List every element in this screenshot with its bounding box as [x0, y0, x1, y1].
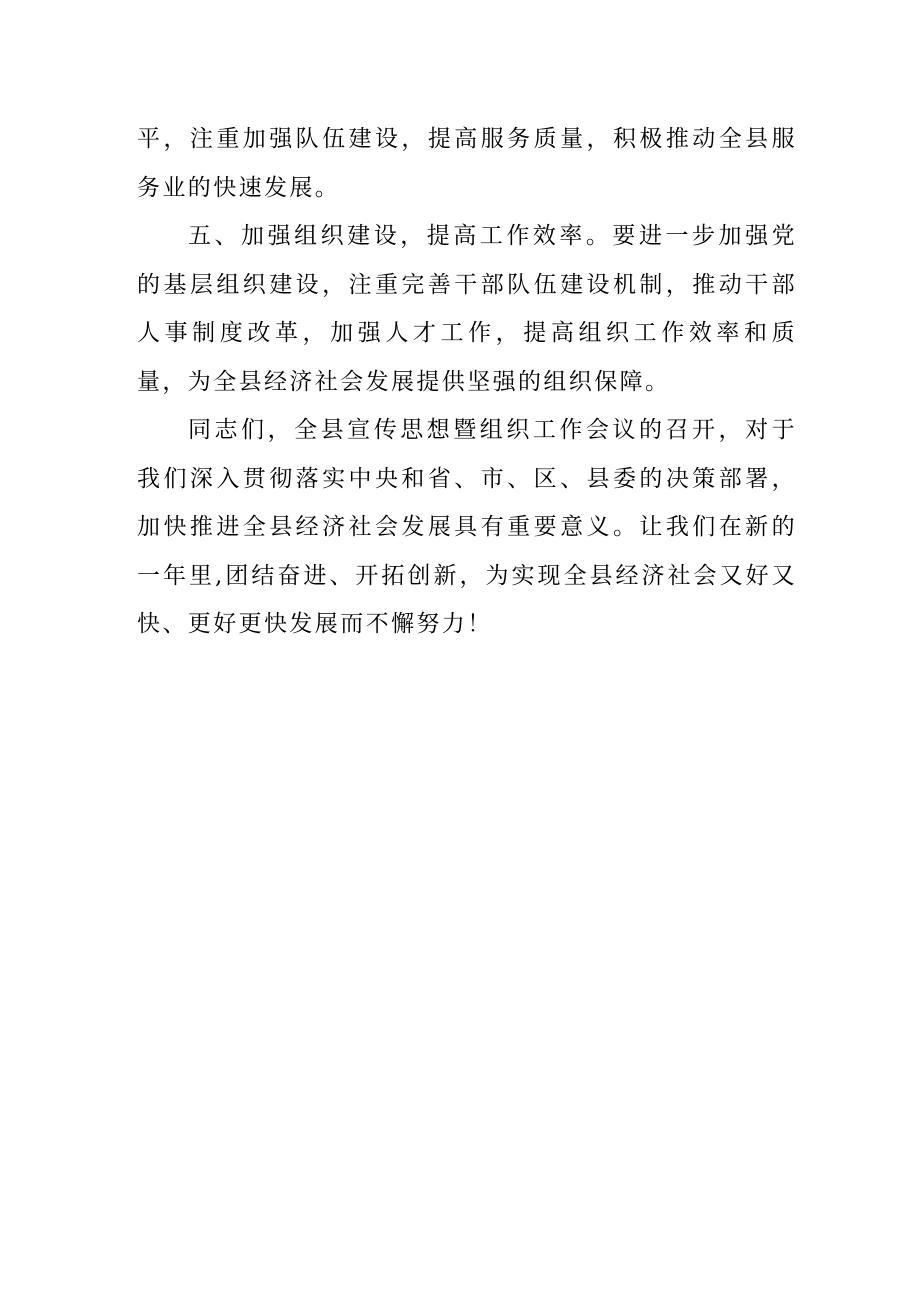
paragraph-organization-building: 五、加强组织建设，提高工作效率。要进一步加强党的基层组织建设，注重完善干部队伍建设机制，推动干部人事制度改革，加强人才工作，提高组织工作效率和质量，为全县经济社会发展提供坚强的组织保障。: [137, 223, 797, 395]
document-body: [137, 115, 797, 649]
paragraph-closing-remarks: 同志们，全县宣传思想暨组织工作会议的召开，对于我们深入贯彻落实中央和省、市、区、县委的决策部署，加快推进全县经济社会发展具有重要意义。让我们在新的一年里,团结奋进、开拓创新，为实现全县经济社会又好又快、更好更快发展而不懈努力！: [137, 417, 797, 637]
paragraph-continuation: 平，注重加强队伍建设，提高服务质量，积极推动全县服务业的快速发展。: [137, 126, 797, 201]
